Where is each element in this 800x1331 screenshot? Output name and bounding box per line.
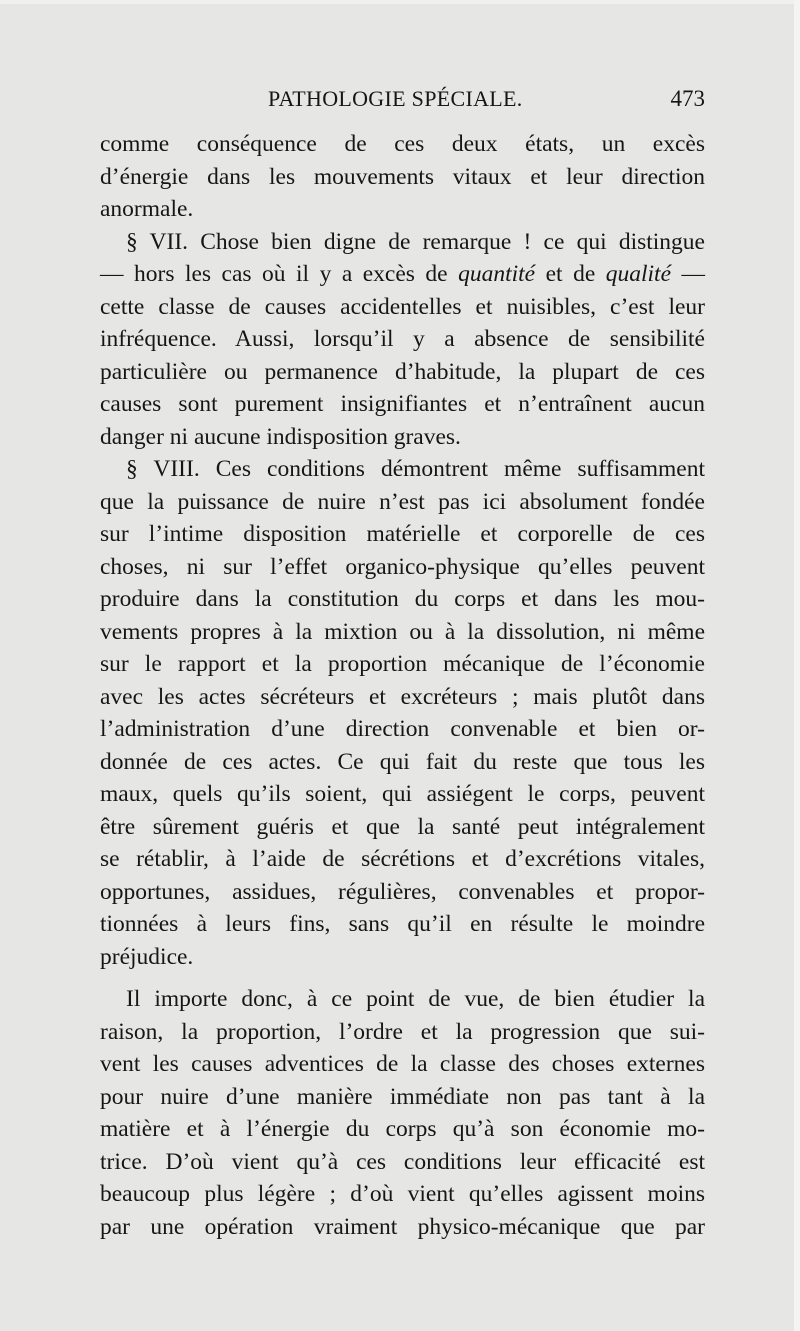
text-line: pour nuire d’une manière immédiate non pas tant à la <box>100 1083 705 1110</box>
body-text <box>100 128 705 1243</box>
italic-term: qualité <box>605 261 672 287</box>
text-line: raison, la proportion, l’ordre et la progression que sui- <box>100 1018 705 1045</box>
text-line: comme conséquence de ces deux états, un excès <box>100 131 705 157</box>
text-line: matière et à l’énergie du corps qu’à son économie mo- <box>100 1116 705 1142</box>
text-line: par une opération vraiment physico-mécanique que par <box>100 1213 705 1240</box>
italic-term: quantité <box>458 261 536 287</box>
page-right-edge <box>794 0 800 1331</box>
text-line: beaucoup plus légère ; d’où vient qu’elles agissent moins <box>100 1181 705 1207</box>
text-line: donnée de ces actes. Ce qui fait du reste que tous les <box>100 748 705 775</box>
paragraph <box>100 983 705 1243</box>
text-line: maux, quels qu’ils soient, qui assiégent le corps, peuvent <box>100 781 705 807</box>
text-line: produire dans la constitution du corps et dans les mou- <box>100 586 705 612</box>
text-line <box>100 258 705 291</box>
text-line: choses, ni sur l’effet organico-physique qu’elles peuvent <box>100 553 705 580</box>
text-line: être sûrement guéris et que la santé peut intégralement <box>100 813 705 840</box>
page-top-edge <box>0 0 800 4</box>
text-run: — hors les cas où il y a excès de <box>100 261 459 287</box>
page-number: 473 <box>670 86 705 111</box>
text-line: sur le rapport et la proportion mécanique de l’économie <box>100 651 705 677</box>
text-line: vements propres à la mixtion ou à la dissolution, ni même <box>100 618 705 645</box>
paragraph <box>100 128 705 226</box>
text-line: sur l’intime disposition matérielle et corporelle de ces <box>100 521 705 547</box>
text-line: particulière ou permanence d’habitude, la plupart de ces <box>100 358 705 385</box>
text-line: tionnées à leurs fins, sans qu’il en résulte le moindre <box>100 911 705 937</box>
text-line: causes sont purement insignifiantes et n’entraînent aucun <box>100 391 705 417</box>
text-line: d’énergie dans les mouvements vitaux et leur direction <box>100 163 705 190</box>
text-line: § VIII. Ces conditions démontrent même suffisamment <box>126 456 705 482</box>
paragraph <box>100 226 705 454</box>
text-line: opportunes, assidues, régulières, convenables et propor- <box>100 878 705 905</box>
text-line: § VII. Chose bien digne de remarque ! ce qui distingue <box>126 228 705 255</box>
text-run: et de <box>535 261 606 287</box>
paragraph <box>100 453 705 973</box>
text-line: avec les actes sécréteurs et excréteurs ; mais plutôt dans <box>100 683 705 710</box>
text-line: infréquence. Aussi, lorsqu’il y a absence de sensibilité <box>100 326 705 352</box>
text-line: que la puissance de nuire n’est pas ici absolument fondée <box>100 488 705 515</box>
text-line: cette classe de causes accidentelles et nuisibles, c’est leur <box>100 293 705 320</box>
text-run: — <box>671 261 706 287</box>
text-line: se rétablir, à l’aide de sécrétions et d’excrétions vitales, <box>100 846 705 872</box>
text-line: préjudice. <box>100 943 194 970</box>
text-line: Il importe donc, à ce point de vue, de bien étudier la <box>126 986 705 1012</box>
text-line: anormale. <box>100 196 194 222</box>
text-line: danger ni aucune indisposition graves. <box>100 423 461 450</box>
text-line: l’administration d’une direction convenable et bien or- <box>100 716 705 742</box>
running-title: PATHOLOGIE SPÉCIALE. <box>268 86 523 111</box>
text-line: trice. D’où vient qu’à ces conditions leur efficacité est <box>100 1148 705 1175</box>
running-head <box>100 86 705 116</box>
text-line: vent les causes adventices de la classe des choses externes <box>100 1051 705 1077</box>
